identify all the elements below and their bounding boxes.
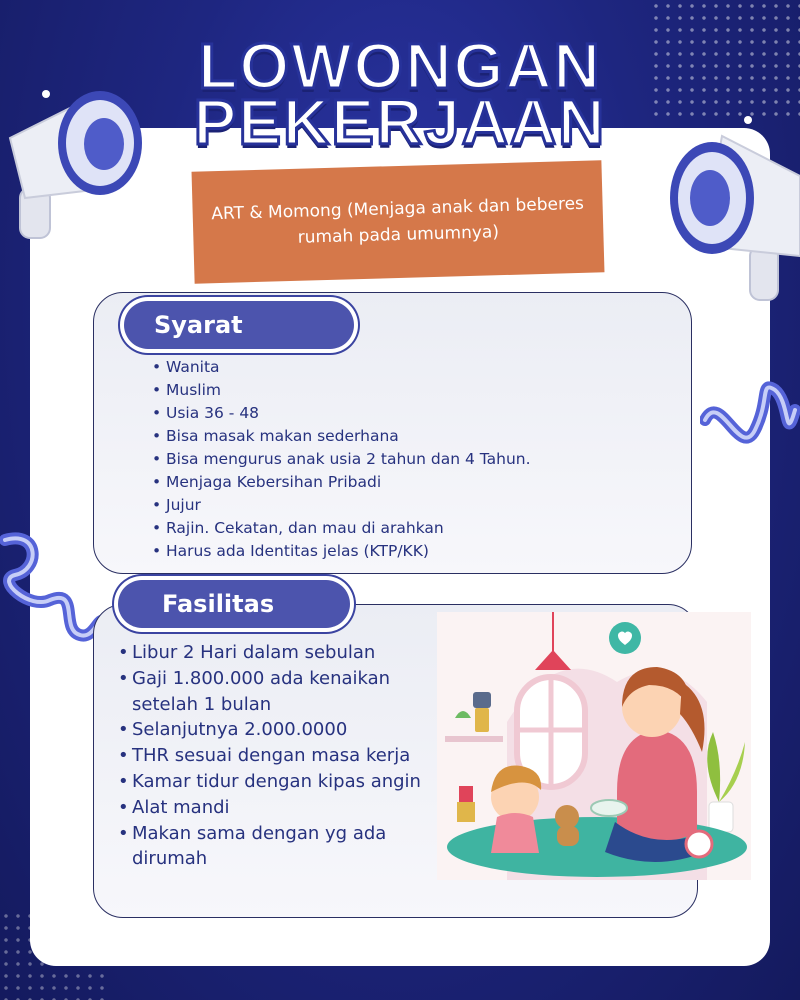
- spring-decoration: [700, 350, 800, 470]
- position-box: [192, 160, 605, 283]
- mother-child-illustration: [437, 612, 751, 880]
- list-item: • Wanita: [152, 356, 531, 379]
- syarat-heading: Syarat: [124, 301, 354, 349]
- fasilitas-heading: Fasilitas: [118, 580, 350, 628]
- list-item: • Rajin. Cekatan, dan mau di arahkan: [152, 517, 531, 540]
- megaphone-icon: [652, 106, 800, 306]
- list-item: • Gaji 1.800.000 ada kenaikan setelah 1 bulan: [118, 666, 423, 718]
- list-item: • Bisa masak makan sederhana: [152, 425, 531, 448]
- list-item: • Jujur: [152, 494, 531, 517]
- title-line-1: LOWONGAN: [198, 30, 602, 102]
- list-item: • Libur 2 Hari dalam sebulan: [118, 640, 423, 666]
- list-item: • Usia 36 - 48: [152, 402, 531, 425]
- list-item: • Selanjutnya 2.000.0000: [118, 717, 423, 743]
- list-item: • Alat mandi: [118, 795, 423, 821]
- list-item: • Menjaga Kebersihan Pribadi: [152, 471, 531, 494]
- list-item: • Kamar tidur dengan kipas angin: [118, 769, 423, 795]
- fasilitas-list: [118, 640, 423, 872]
- megaphone-icon: [0, 48, 160, 248]
- list-item: • Makan sama dengan yg ada dirumah: [118, 821, 423, 873]
- list-item: • Muslim: [152, 379, 531, 402]
- list-item: • THR sesuai dengan masa kerja: [118, 743, 423, 769]
- list-item: • Bisa mengurus anak usia 2 tahun dan 4 Tahun.: [152, 448, 531, 471]
- title-line-2: PEKERJAAN: [193, 86, 607, 158]
- syarat-list: [152, 356, 531, 563]
- position-text: ART & Momong (Menjaga anak dan beberes rumah pada umumnya): [211, 193, 585, 248]
- list-item: • Harus ada Identitas jelas (KTP/KK): [152, 540, 531, 563]
